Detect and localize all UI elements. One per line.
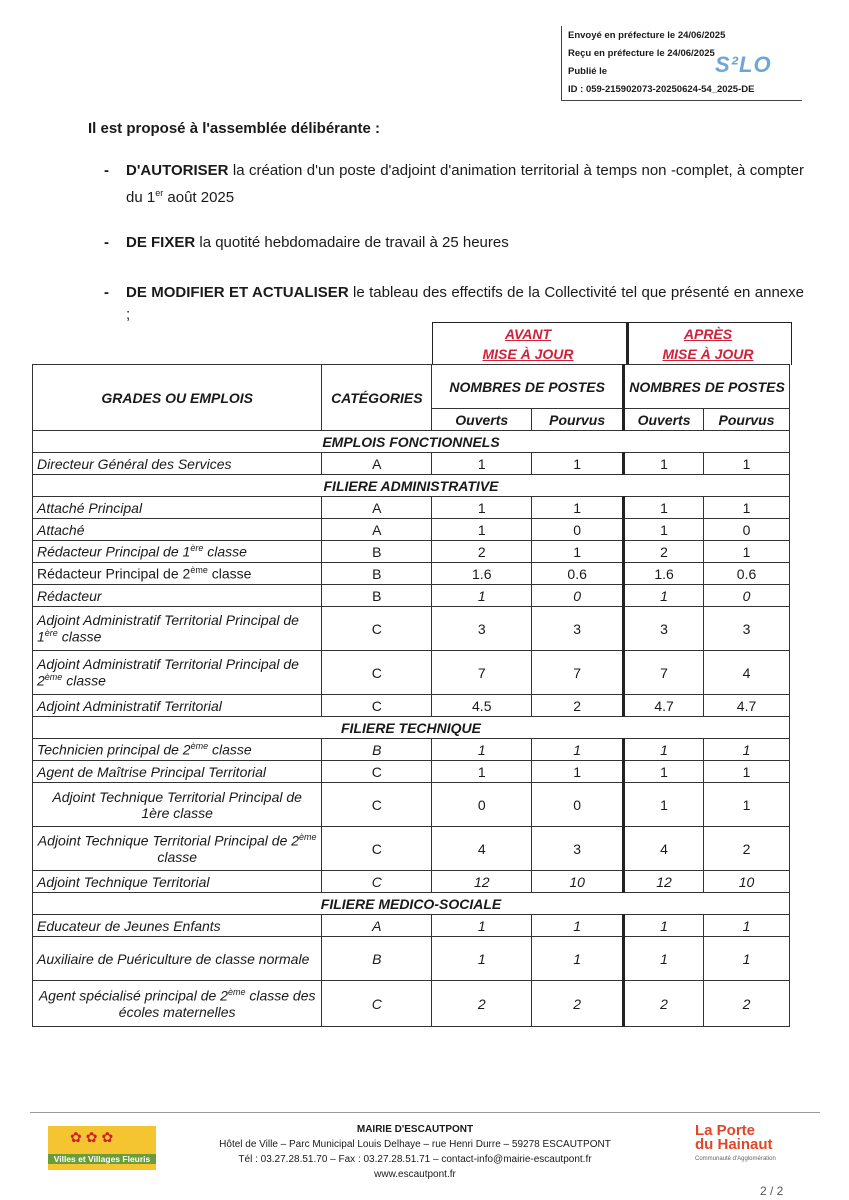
stamp-received-line: Reçu en préfecture le 24/06/2025 — [568, 48, 715, 59]
flowers-icon: ✿✿✿ — [70, 1129, 118, 1145]
bullet-modifier: - DE MODIFIER ET ACTUALISER le tableau des effectifs de la Collectivité tel que présenté en annexe ; — [104, 284, 804, 323]
section-header: FILIERE ADMINISTRATIVE — [33, 475, 790, 497]
table-row: Adjoint Administratif Territorial Principal de 1ère classe C 3 3 3 3 — [33, 607, 790, 651]
table-row: Rédacteur B 1 0 1 0 — [33, 585, 790, 607]
bullet-autoriser: - D'AUTORISER la création d'un poste d'adjoint d'animation territorial à temps non -complet, à compter du 1er août 2025 — [104, 162, 804, 206]
table-row: Technicien principal de 2ème classe B 1 1 1 1 — [33, 739, 790, 761]
col-grades: GRADES OU EMPLOIS — [33, 365, 322, 431]
stamp-id-line: ID : 059-215902073-20250624-54_2025-DE — [568, 84, 755, 95]
section-header: EMPLOIS FONCTIONNELS — [33, 431, 790, 453]
villes-villages-fleuris-logo: ✿✿✿ Villes et Villages Fleuris — [48, 1126, 156, 1170]
table-row: Educateur de Jeunes Enfants A 1 1 1 1 — [33, 915, 790, 937]
bullet-sup: er — [155, 188, 164, 198]
footer-website: www.escautpont.fr — [374, 1169, 456, 1180]
table-row: Adjoint Administratif Territorial Principal de 2ème classe C 7 7 7 4 — [33, 651, 790, 695]
porte-du-hainaut-logo: La Porte du Hainaut Communauté d'Agglomération — [695, 1122, 776, 1162]
table-row: Directeur Général des Services A 1 1 1 1 — [33, 453, 790, 475]
bullet-fixer: - DE FIXER la quotité hebdomadaire de travail à 25 heures — [104, 234, 509, 251]
table-row: Adjoint Administratif Territorial C 4.5 2 4.7 4.7 — [33, 695, 790, 717]
table-row: Attaché Principal A 1 1 1 1 — [33, 497, 790, 519]
section-header: FILIERE MEDICO-SOCIALE — [33, 893, 790, 915]
table-row: Auxiliaire de Puériculture de classe normale B 1 1 1 1 — [33, 937, 790, 981]
footer-line2: Tél : 03.27.28.51.70 – Fax : 03.27.28.51.71 – contact-info@mairie-escautpont.fr — [238, 1154, 592, 1165]
proposal-title: Il est proposé à l'assemblée délibérante : — [88, 120, 381, 137]
bullet-keyword: D'AUTORISER — [126, 162, 229, 179]
footer-divider — [30, 1112, 820, 1113]
table-row: Agent spécialisé principal de 2ème classe des écoles maternelles C 2 2 2 2 — [33, 981, 790, 1027]
table-row: Attaché A 1 0 1 0 — [33, 519, 790, 541]
col-nombres-avant: NOMBRES DE POSTES — [432, 365, 624, 409]
bullet-text: la quotité hebdomadaire de travail à 25 heures — [195, 234, 509, 251]
col-categories: CATÉGORIES — [322, 365, 432, 431]
s2lo-logo: S²LO — [715, 52, 772, 77]
footer-title: MAIRIE D'ESCAUTPONT — [356, 1124, 474, 1135]
footer-address — [190, 1122, 640, 1182]
table-row: Adjoint Technique Territorial C 12 10 12 10 — [33, 871, 790, 893]
table-row: Adjoint Technique Territorial Principal de 2ème classe C 4 3 4 2 — [33, 827, 790, 871]
page-number: 2 / 2 — [760, 1184, 784, 1198]
col-pourvus: Pourvus — [704, 409, 790, 431]
table-row: Rédacteur Principal de 1ère classe B 2 1 2 1 — [33, 541, 790, 563]
bullet-text: le tableau des effectifs de la Collectivité tel que présenté en annexe ; — [126, 284, 804, 323]
section-header: FILIERE TECHNIQUE — [33, 717, 790, 739]
table-row: Agent de Maîtrise Principal Territorial C 1 1 1 1 — [33, 761, 790, 783]
apres-header: APRÈS MISE À JOUR — [662, 326, 754, 362]
footer-line1: Hôtel de Ville – Parc Municipal Louis Delhaye – rue Henri Durre – 59278 ESCAUTPONT — [219, 1139, 611, 1150]
avant-header: AVANT MISE À JOUR — [482, 326, 574, 362]
col-ouverts: Ouverts — [624, 409, 704, 431]
stamp-sent-line: Envoyé en préfecture le 24/06/2025 — [568, 30, 726, 41]
stamp-published-line: Publié le — [568, 66, 608, 77]
table-row: Rédacteur Principal de 2ème classe B 1.6 0.6 1.6 0.6 — [33, 563, 790, 585]
bullet-text-end: août 2025 — [163, 189, 235, 206]
table-row: Adjoint Technique Territorial Principal de 1ère classe C 0 0 1 1 — [33, 783, 790, 827]
bullet-keyword: DE FIXER — [126, 234, 196, 251]
bullet-keyword: DE MODIFIER ET ACTUALISER — [126, 284, 349, 301]
col-ouverts: Ouverts — [432, 409, 532, 431]
col-nombres-apres: NOMBRES DE POSTES — [624, 365, 790, 409]
col-pourvus: Pourvus — [532, 409, 624, 431]
effectifs-table — [32, 364, 790, 1027]
bullet-text: la création d'un poste d'adjoint d'animation territorial à temps non -complet, à compter du 1 — [126, 162, 804, 206]
prefecture-stamp — [561, 26, 802, 101]
